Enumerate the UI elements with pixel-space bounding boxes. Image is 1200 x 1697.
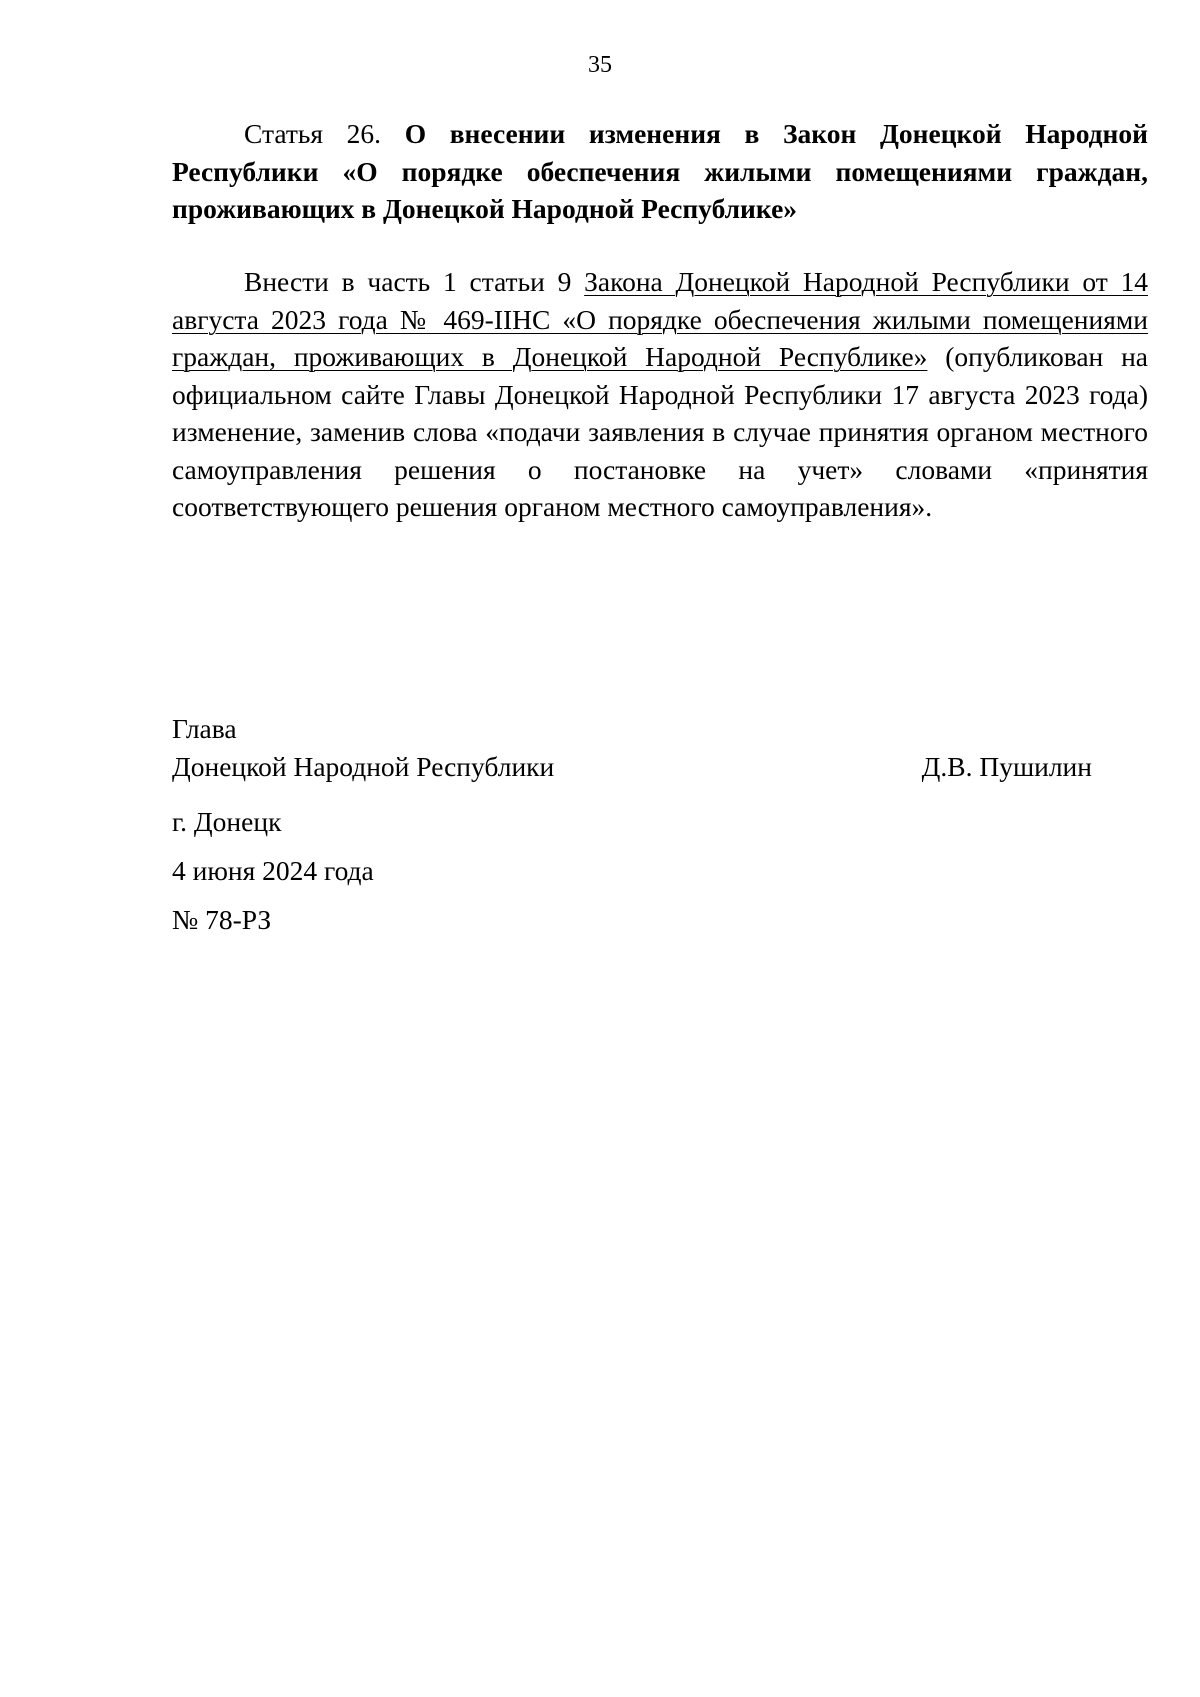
article-label: Статья 26.: [244, 118, 382, 149]
body-intro: Внести в часть 1 статьи 9: [244, 266, 585, 297]
signature-block: [172, 710, 1092, 785]
date: 4 июня 2024 года: [172, 855, 374, 886]
place: г. Донецк: [172, 806, 282, 837]
article-title: О внесении изменения в Закон Донецкой Народной Республики «О порядке обеспечения жилыми помещениями граждан, проживающих в Донецкой Народной Республике»: [172, 118, 1148, 224]
signature-position-line2: Донецкой Народной Республики: [172, 750, 555, 782]
signature-name: Д.В. Пушилин: [921, 750, 1092, 782]
law-reference-link[interactable]: Закона Донецкой Народной Республики от 14 августа 2023 года № 469-IIНС «О порядке обеспечения жилыми помещениями граждан, проживающих в Донецкой Народной Республике»: [172, 266, 1148, 372]
body-rest: (опубликован на официальном сайте Главы Донецкой Народной Республики 17 августа 2023 года) изменение, заменив слова «подачи заявления в случае принятия органом местного самоуправления решения о постановке на учет» словами «принятия соответствующего решения органом местного самоуправления».: [172, 341, 1149, 522]
article-body: [172, 263, 1148, 526]
signature-position-line1: Глава: [172, 713, 237, 744]
page-number: 35: [588, 52, 612, 78]
article-heading: [172, 115, 1148, 228]
law-number: № 78-РЗ: [172, 904, 272, 935]
